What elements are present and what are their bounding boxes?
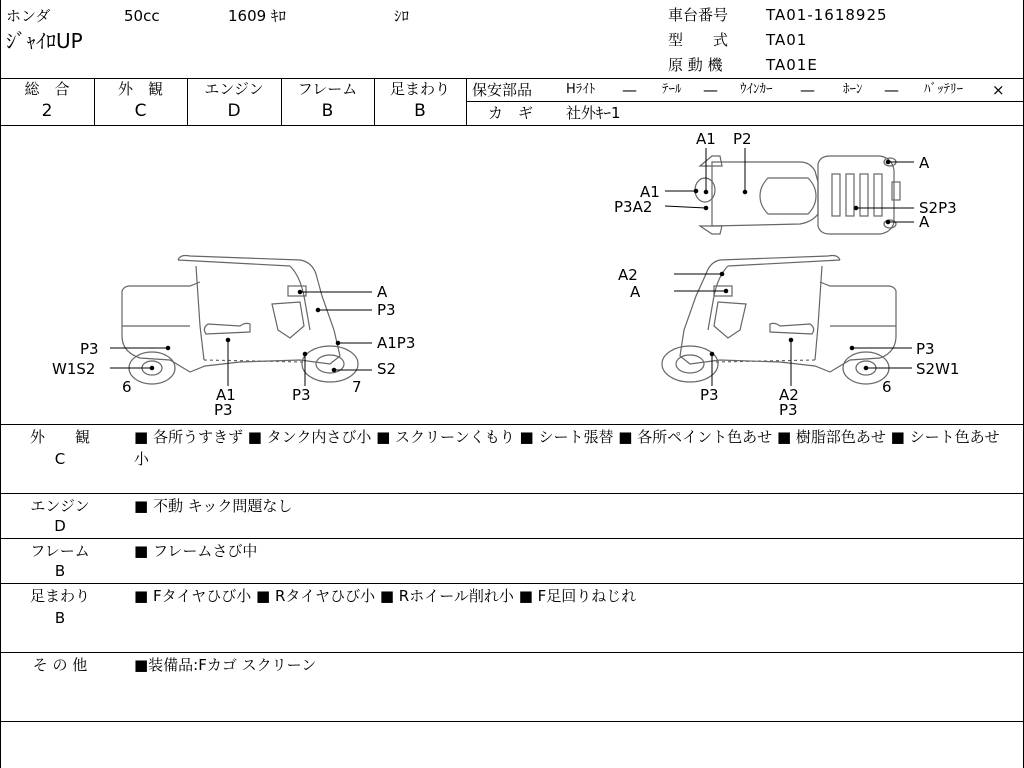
section-exterior-label: 外 観	[29, 428, 90, 446]
safety-parts-label: 保安部品	[472, 81, 533, 99]
label-left-w1s2: W1S2	[52, 360, 96, 378]
label-left-p3-bottom: P3	[292, 386, 311, 404]
model-name: ｼﾞｬｲﾛUP	[6, 29, 83, 53]
label-right-a2: A2	[618, 266, 638, 284]
right-side-view-scooter	[662, 256, 896, 385]
top-view-scooter	[695, 156, 900, 234]
label-right-p3-bottom: P3	[700, 386, 719, 404]
horn-mark: —	[884, 81, 899, 99]
maker-name: ホンダ	[6, 7, 51, 25]
frame-grade-value: B	[321, 101, 334, 121]
label-left-p3-bottom2: P3	[214, 401, 233, 419]
label-top-a1: A1	[696, 130, 716, 148]
section-other-text: ■装備品:Fカゴ スクリーン	[134, 656, 317, 674]
battery-mark: ×	[992, 81, 1005, 99]
label-top-s2p3: S2P3	[919, 199, 957, 217]
label-top-a-lower: A	[919, 213, 930, 231]
winker-label: ｳｲﾝｶｰ	[740, 82, 773, 97]
label-top-a-upper: A	[919, 154, 930, 172]
winker-mark: —	[800, 81, 815, 99]
overall-grade-value: 2	[41, 101, 53, 121]
section-exterior-grade: C	[54, 450, 66, 468]
section-frame-label: フレーム	[30, 542, 90, 560]
label-right-a2-bottom: A2	[779, 386, 799, 404]
section-engine-label: エンジン	[30, 497, 90, 515]
section-exterior-text: ■ 各所うすきず ■ タンク内さび小 ■ スクリーンくもり ■ シート張替 ■ 各所ペイント色あせ ■ 樹脂部色あせ ■ シート色あせ小	[134, 428, 1000, 468]
battery-label: ﾊﾞｯﾃﾘｰ	[924, 82, 963, 97]
taillight-label: ﾃｰﾙ	[662, 82, 682, 97]
label-right-rear-wheel: 6	[882, 378, 892, 396]
body-color: ｼﾛ	[394, 7, 410, 25]
section-suspension-grade: B	[54, 609, 66, 627]
horn-label: ﾎｰﾝ	[843, 82, 863, 97]
section-engine-grade: D	[54, 517, 66, 535]
label-left-p3-rear: P3	[80, 340, 99, 358]
label-left-a1p3: A1P3	[377, 334, 416, 352]
model-type-value: TA01	[766, 31, 808, 49]
label-left-p3: P3	[377, 301, 396, 319]
label-left-rear-wheel: 6	[122, 378, 132, 396]
label-top-p2: P2	[733, 130, 752, 148]
section-suspension-text: ■ Fタイヤひび小 ■ Rタイヤひび小 ■ Rホイール削れ小 ■ F足回りねじれ	[134, 587, 637, 605]
label-left-a: A	[377, 283, 388, 301]
exterior-grade-value: C	[134, 101, 147, 121]
overall-grade-label: 総 合	[24, 80, 70, 98]
section-frame-text: ■ フレームさび中	[134, 542, 258, 560]
label-top-p3a2: P3A2	[614, 198, 653, 216]
section-other-label: そ の 他	[32, 656, 88, 674]
label-right-p3-bottom2: P3	[779, 401, 798, 419]
engine-model-value: TA01E	[766, 56, 818, 74]
damage-diagram	[0, 126, 1024, 424]
section-suspension-label: 足まわり	[29, 587, 90, 605]
key-label: カ ギ	[488, 104, 534, 122]
section-frame-grade: B	[54, 562, 66, 580]
chassis-number-value: TA01-1618925	[766, 6, 888, 24]
engine-grade-value: D	[227, 101, 241, 121]
label-left-s2: S2	[377, 360, 397, 378]
taillight-mark: —	[703, 81, 718, 99]
engine-model-label: 原 動 機	[668, 56, 723, 74]
displacement: 50cc	[124, 7, 160, 25]
label-right-p3: P3	[916, 340, 935, 358]
suspension-grade-value: B	[414, 101, 426, 121]
frame-grade-label: フレーム	[297, 80, 358, 98]
model-type-label: 型 式	[668, 31, 729, 49]
suspension-grade-label: 足まわり	[389, 80, 450, 98]
label-left-a1-bottom: A1	[216, 386, 236, 404]
chassis-number-label: 車台番号	[668, 6, 729, 24]
label-right-a: A	[630, 283, 641, 301]
label-left-front-wheel: 7	[352, 378, 362, 396]
key-value: 社外ｷｰ1	[566, 104, 621, 122]
label-right-s2w1: S2W1	[916, 360, 960, 378]
label-top-a1-left: A1	[640, 183, 660, 201]
engine-grade-label: エンジン	[204, 80, 264, 98]
left-side-view-scooter	[122, 256, 358, 385]
section-engine-text: ■ 不動 キック問題なし	[134, 497, 293, 515]
headlight-label: Hﾗｲﾄ	[566, 82, 596, 97]
mileage: 1609 ｷﾛ	[228, 7, 286, 25]
exterior-grade-label: 外 観	[117, 80, 163, 98]
headlight-mark: —	[622, 81, 637, 99]
